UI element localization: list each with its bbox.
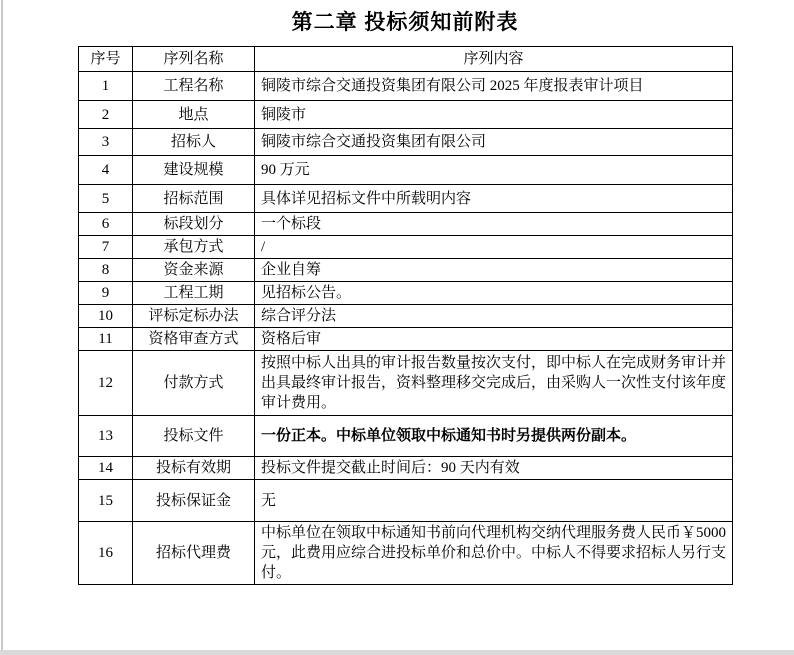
table-row [79, 328, 733, 351]
row-name: 资格审查方式 [133, 328, 255, 351]
row-content: 具体详见招标文件中所载明内容 [255, 185, 733, 213]
table-row [79, 522, 733, 585]
row-name: 投标文件 [133, 416, 255, 457]
row-name: 招标范围 [133, 185, 255, 213]
table-row [79, 72, 733, 101]
table-row [79, 185, 733, 213]
row-name: 工程工期 [133, 282, 255, 305]
row-content: 无 [255, 480, 733, 522]
row-name: 招标人 [133, 129, 255, 156]
row-no: 12 [79, 351, 133, 416]
row-no: 9 [79, 282, 133, 305]
row-content: / [255, 236, 733, 259]
row-name: 工程名称 [133, 72, 255, 101]
page-edge-left [1, 0, 3, 655]
table-row [79, 156, 733, 185]
table-row [79, 416, 733, 457]
row-name: 招标代理费 [133, 522, 255, 585]
row-no: 15 [79, 480, 133, 522]
row-no: 2 [79, 101, 133, 129]
row-no: 5 [79, 185, 133, 213]
row-no: 4 [79, 156, 133, 185]
page-edge-bottom [0, 650, 794, 655]
row-name: 资金来源 [133, 259, 255, 282]
row-content: 90 万元 [255, 156, 733, 185]
row-content: 一份正本。中标单位领取中标通知书时另提供两份副本。 [255, 416, 733, 457]
bid-notice-table [78, 46, 733, 585]
table-row [79, 129, 733, 156]
table-row [79, 213, 733, 236]
row-content: 一个标段 [255, 213, 733, 236]
row-content: 资格后审 [255, 328, 733, 351]
row-no: 8 [79, 259, 133, 282]
table-row [79, 351, 733, 416]
row-content: 铜陵市 [255, 101, 733, 129]
row-content: 见招标公告。 [255, 282, 733, 305]
table-row [79, 457, 733, 480]
table-row [79, 236, 733, 259]
table-row [79, 282, 733, 305]
row-content: 企业自筹 [255, 259, 733, 282]
page-title: 第二章 投标须知前附表 [291, 11, 519, 34]
table-row [79, 101, 733, 129]
row-no: 7 [79, 236, 133, 259]
row-no: 10 [79, 305, 133, 328]
row-content: 铜陵市综合交通投资集团有限公司 [255, 129, 733, 156]
table-row [79, 480, 733, 522]
row-name: 承包方式 [133, 236, 255, 259]
row-name: 投标有效期 [133, 457, 255, 480]
row-name: 建设规模 [133, 156, 255, 185]
row-content: 投标文件提交截止时间后：90 天内有效 [255, 457, 733, 480]
row-no: 6 [79, 213, 133, 236]
header-content: 序列内容 [255, 47, 733, 72]
header-no: 序号 [79, 47, 133, 72]
table-row [79, 305, 733, 328]
row-no: 1 [79, 72, 133, 101]
row-no: 13 [79, 416, 133, 457]
row-content: 中标单位在领取中标通知书前向代理机构交纳代理服务费人民币￥5000 元，此费用应综合进投标单价和总价中。中标人不得要求招标人另行支付。 [255, 522, 733, 585]
row-name: 投标保证金 [133, 480, 255, 522]
row-content: 按照中标人出具的审计报告数量按次支付，即中标人在完成财务审计并出具最终审计报告，资料整理移交完成后，由采购人一次性支付该年度审计费用。 [255, 351, 733, 416]
row-no: 14 [79, 457, 133, 480]
table-row [79, 259, 733, 282]
row-name: 地点 [133, 101, 255, 129]
row-no: 11 [79, 328, 133, 351]
row-no: 3 [79, 129, 133, 156]
row-content: 综合评分法 [255, 305, 733, 328]
row-name: 评标定标办法 [133, 305, 255, 328]
table-header-row [79, 47, 733, 72]
row-no: 16 [79, 522, 133, 585]
row-name: 付款方式 [133, 351, 255, 416]
row-content: 铜陵市综合交通投资集团有限公司 2025 年度报表审计项目 [255, 72, 733, 101]
header-name: 序列名称 [133, 47, 255, 72]
row-name: 标段划分 [133, 213, 255, 236]
